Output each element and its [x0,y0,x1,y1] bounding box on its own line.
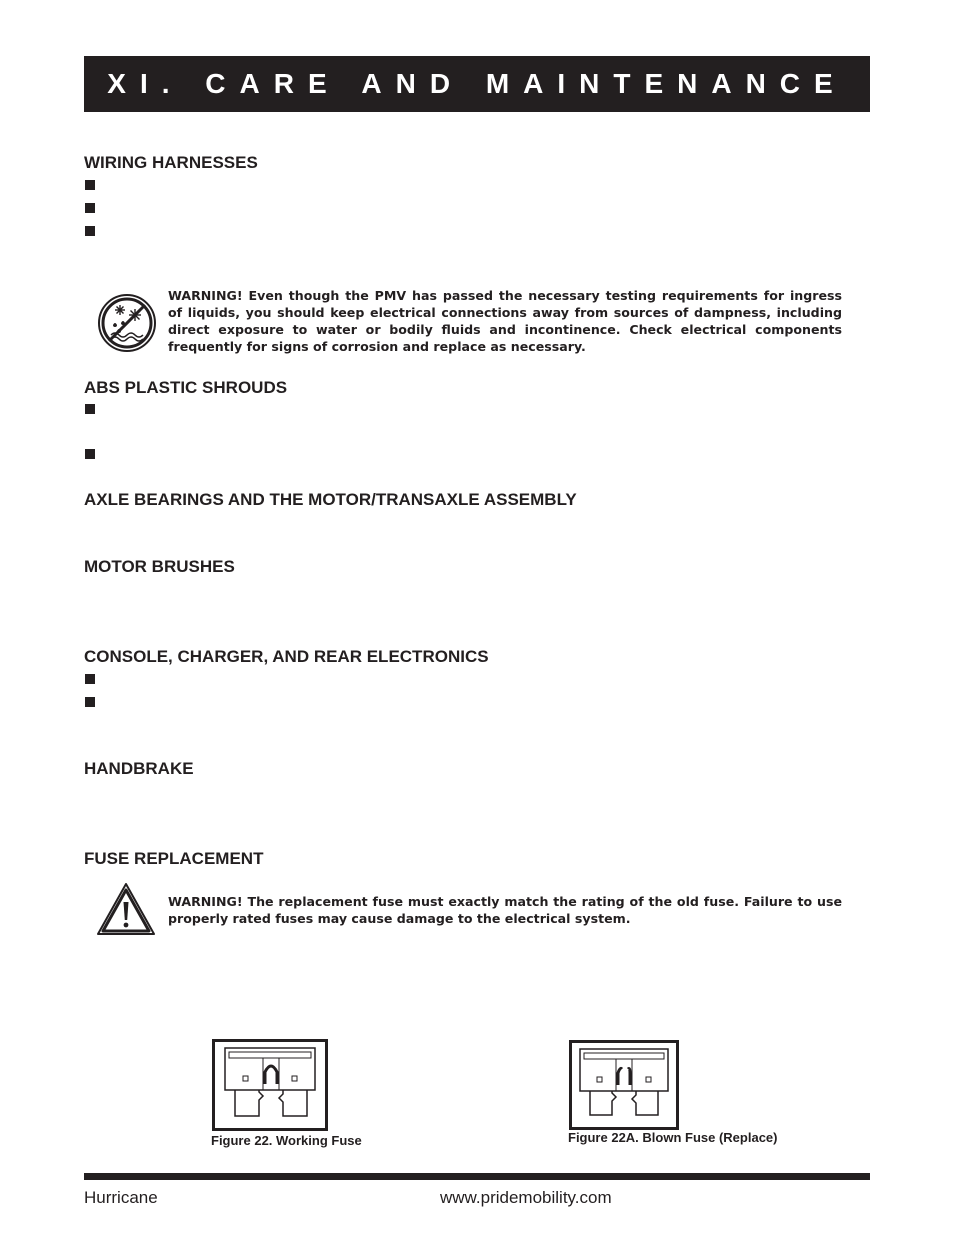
warning-lead: WARNING! [168,894,243,909]
figure-22-caption: Figure 22. Working Fuse [211,1133,362,1148]
footer-product-name: Hurricane [84,1188,158,1207]
square-bullet-icon [85,674,95,684]
heading-handbrake: HANDBRAKE [84,759,194,778]
square-bullet-icon [85,226,95,236]
figure-blown-fuse [569,1040,679,1130]
heading-axle-bearings: AXLE BEARINGS AND THE MOTOR/TRANSAXLE ASSEMBLY [84,490,577,509]
figure-working-fuse [212,1039,328,1131]
warning-text: Even though the PMV has passed the necessary testing requirements for ingress of liquids, you should keep electrical connections away from sources of dampness, including direct exposure to water or bodily fluids and incontinence. Check electrical components frequently for signs of corrosion and replace as necessary. [168,288,842,354]
heading-motor-brushes: MOTOR BRUSHES [84,557,235,576]
heading-console-charger: CONSOLE, CHARGER, AND REAR ELECTRONICS [84,647,489,666]
section-title: XI. CARE AND MAINTENANCE [107,68,847,99]
heading-abs-plastic-shrouds: ABS PLASTIC SHROUDS [84,378,288,397]
footer-website: www.pridemobility.com [440,1188,612,1207]
heading-wiring-harnesses: WIRING HARNESSES [84,153,258,172]
square-bullet-icon [85,449,95,459]
square-bullet-icon [85,697,95,707]
warning-lead: WARNING! [168,288,243,303]
square-bullet-icon [85,203,95,213]
square-bullet-icon [85,404,95,414]
figure-22a-caption: Figure 22A. Blown Fuse (Replace) [568,1130,778,1145]
no-moisture-icon [97,293,157,353]
section-banner [84,56,870,112]
warning-fuse-rating [168,893,842,927]
heading-fuse-replacement: FUSE REPLACEMENT [84,849,264,868]
warning-moisture [168,287,842,355]
footer-rule [84,1173,870,1180]
working-fuse-illustration [215,1042,325,1128]
warning-triangle-icon [96,882,156,936]
square-bullet-icon [85,180,95,190]
blown-fuse-illustration [572,1043,676,1127]
warning-text: The replacement fuse must exactly match the rating of the old fuse. Failure to use properly rated fuses may cause damage to the electrical system. [168,894,842,926]
